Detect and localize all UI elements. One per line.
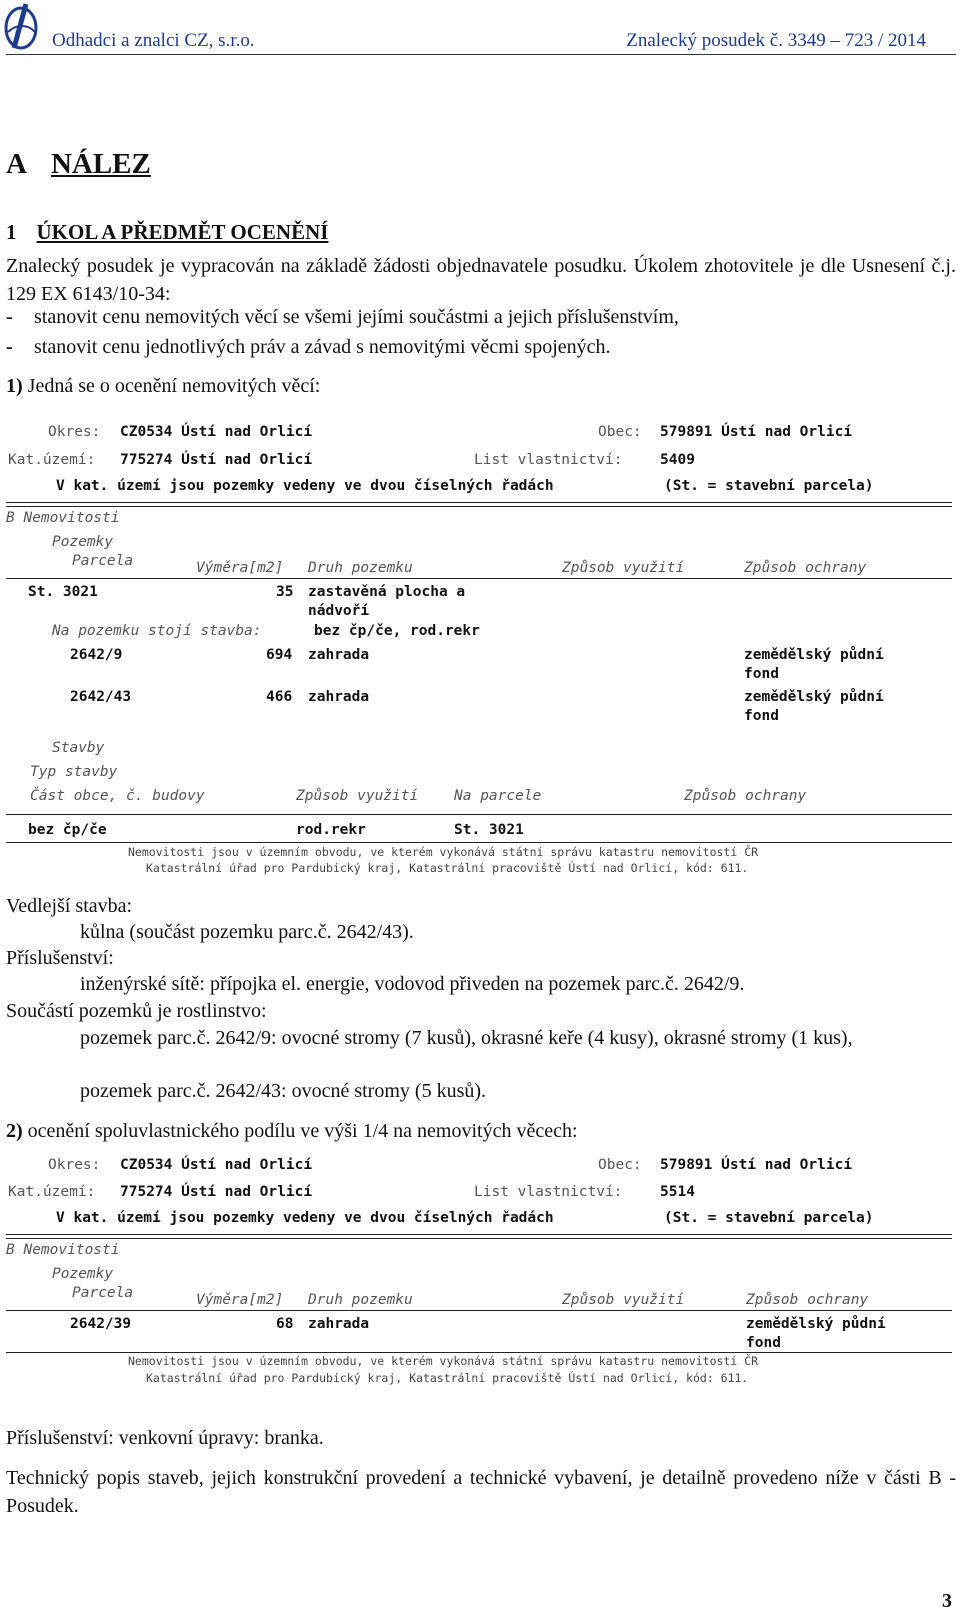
e2-header-rule [6,1310,952,1311]
item-1-text: Jedná se o ocenění nemovitých věcí: [22,375,321,397]
e1-stavba-label: Na pozemku stojí stavba: [52,623,262,639]
e1-lv-value: 5409 [660,452,695,468]
e1-col-ochrana: Způsob ochrany [744,560,867,576]
e1-col-druh: Druh pozemku [308,560,413,576]
e1-double-rule [6,502,952,507]
e1-col-vyuziti: Způsob využití [562,560,685,576]
e1-col-parcela: Parcela [72,553,134,569]
e1-col-ochrana-2: Způsob ochrany [684,788,807,804]
e2-obec-label: Obec: [598,1157,642,1173]
e1-s1-cast: bez čp/če [28,822,107,838]
e1-footer-line-2: Katastrální úřad pro Pardubický kraj, Katastrální pracoviště Ústí nad Orlicí, kód: 611. [146,861,749,875]
e2-footer-rule [6,1352,952,1353]
e1-st-note: (St. = stavební parcela) [664,478,874,494]
e1-stavby: Stavby [52,740,105,756]
e1-footer-line-1: Nemovitosti jsou v územním obvodu, ve kterém vykonává státní správu katastru nemovitostí ČR [128,845,759,859]
e1-lv-label: List vlastnictví: [474,452,623,468]
e1-pozemky: Pozemky [52,534,114,550]
e1-s1-vyuziti: rod.rekr [296,822,366,838]
section-a-title: NÁLEZ [50,148,151,180]
e2-col-vymera: Výměra[m2] [196,1292,284,1308]
e2-r1-ochrana-2: fond [746,1335,781,1351]
e1-r1-vymera: 35 [276,584,294,600]
section-1-heading [6,220,328,245]
item-2 [6,1117,956,1145]
soucasti-item-1: pozemek parc.č. 2642/9: ovocné stromy (7 kusů), okrasné keře (4 kusy), okrasné stromy (1 kus), [80,1027,853,1049]
e1-s1-parcela: St. 3021 [454,822,524,838]
header-report-number: Znalecký posudek č. 3349 – 723 / 2014 [626,30,926,51]
e2-footer-line-2: Katastrální úřad pro Pardubický kraj, Katastrální pracoviště Ústí nad Orlicí, kód: 611. [146,1371,749,1385]
prislusenstvi-2: Příslušenství: venkovní úpravy: branka. [6,1427,324,1449]
e2-b-section: B Nemovitosti [6,1242,120,1258]
e2-okres-label: Okres: [48,1157,101,1173]
e1-rady: V kat. území jsou pozemky vedeny ve dvou číselných řadách [56,478,554,494]
e1-okres-value: CZ0534 Ústí nad Orlicí [120,424,313,440]
header-company: Odhadci a znalci CZ, s.r.o. [52,30,255,51]
soucasti-label: Součástí pozemků je rostlinstvo: [6,1000,267,1022]
e1-col-vyuziti-2: Způsob využití [296,788,419,804]
section-a-heading [6,148,151,181]
e1-okres-label: Okres: [48,424,101,440]
e1-obec-label: Obec: [598,424,642,440]
e1-r2-parcela: 2642/9 [70,647,123,663]
e2-col-parcela: Parcela [72,1285,134,1301]
e1-r1-druh-2: nádvoří [308,603,370,619]
section-1-number: 1 [6,220,17,244]
e1-typ-stavby: Typ stavby [30,764,118,780]
e2-ku-label: Kat.území: [8,1184,96,1200]
e1-ku-label: Kat.území: [8,452,96,468]
e2-double-rule [6,1234,952,1239]
e1-r3-parcela: 2642/43 [70,689,132,705]
e1-header-rule [6,578,952,579]
item-2-number: 2) [6,1120,23,1142]
e1-ku-value: 775274 Ústí nad Orlicí [120,452,313,468]
section-a-letter: A [6,148,27,180]
page-number: 3 [942,1590,952,1612]
e1-r1-druh-1: zastavěná plocha a [308,584,466,600]
e1-r3-ochrana-2: fond [744,708,779,724]
e1-r3-vymera: 466 [266,689,293,705]
e2-r1-druh: zahrada [308,1316,370,1332]
vedlejsi-label: Vedlejší stavba: [6,895,133,917]
bullet-text: stanovit cenu nemovitých věcí se všemi jejími součástmi a jejich příslušenstvím, [34,306,679,328]
intro-paragraph: Znalecký posudek je vypracován na základě žádosti objednavatele posudku. Úkolem zhotovitele je dle Usnesení č.j. 129 EX 6143/10-34: [6,255,956,305]
e2-st-note: (St. = stavební parcela) [664,1210,874,1226]
e1-obec-value: 579891 Ústí nad Orlicí [660,424,853,440]
e2-r1-parcela: 2642/39 [70,1316,132,1332]
e1-r3-ochrana-1: zemědělský půdní [744,689,884,705]
e2-col-ochrana: Způsob ochrany [746,1292,869,1308]
e2-okres-value: CZ0534 Ústí nad Orlicí [120,1157,313,1173]
e2-col-vyuziti: Způsob využití [562,1292,685,1308]
company-logo-icon [4,2,38,50]
vedlejsi-value: kůlna (součást pozemku parc.č. 2642/43). [80,921,414,943]
header-divider [6,54,956,55]
e1-b-section: B Nemovitosti [6,510,120,526]
e2-obec-value: 579891 Ústí nad Orlicí [660,1157,853,1173]
e1-col-vymera: Výměra[m2] [196,560,284,576]
prislusenstvi-label: Příslušenství: [6,947,114,969]
e1-r2-druh: zahrada [308,647,370,663]
e1-r2-ochrana-2: fond [744,666,779,682]
e1-r2-vymera: 694 [266,647,293,663]
bullet-item: - stanovit cenu nemovitých věcí se všemi jejími součástmi a jejich příslušenstvím, [6,306,679,328]
e1-r3-druh: zahrada [308,689,370,705]
e2-lv-label: List vlastnictví: [474,1184,623,1200]
e1-footer-rule [6,842,952,843]
e2-ku-value: 775274 Ústí nad Orlicí [120,1184,313,1200]
soucasti-item-2: pozemek parc.č. 2642/43: ovocné stromy (5 kusů). [80,1080,487,1102]
item-1 [6,372,956,400]
e2-r1-ochrana-1: zemědělský půdní [746,1316,886,1332]
e1-col-na-parcele: Na parcele [454,788,542,804]
e1-stavba-value: bez čp/če, rod.rekr [314,623,480,639]
e2-rady: V kat. území jsou pozemky vedeny ve dvou číselných řadách [56,1210,554,1226]
e2-lv-value: 5514 [660,1184,695,1200]
e1-r2-ochrana-1: zemědělský půdní [744,647,884,663]
e2-r1-vymera: 68 [276,1316,294,1332]
e1-col-cast: Část obce, č. budovy [30,788,205,804]
bullet-text: stanovit cenu jednotlivých práv a závad s nemovitými věcmi spojených. [34,336,611,358]
item-1-number: 1) [6,375,23,397]
prislusenstvi-value: inženýrské sítě: přípojka el. energie, vodovod přiveden na pozemek parc.č. 2642/9. [80,973,745,995]
e1-r1-parcela: St. 3021 [28,584,98,600]
technical-description: Technický popis staveb, jejich konstrukční provedení a technické vybavení, je detailně provedeno níže v části B - Posudek. [6,1467,956,1517]
item-2-text: ocenění spoluvlastnického podílu ve výši 1/4 na nemovitých věcech: [22,1120,578,1142]
section-1-title: ÚKOL A PŘEDMĚT OCENĚNÍ [36,220,329,244]
e2-col-druh: Druh pozemku [308,1292,413,1308]
e2-footer-line-1: Nemovitosti jsou v územním obvodu, ve kterém vykonává státní správu katastru nemovitostí ČR [128,1354,759,1368]
e1-stavby-rule [6,814,952,815]
e2-pozemky: Pozemky [52,1266,114,1282]
bullet-item: - stanovit cenu jednotlivých práv a závad s nemovitými věcmi spojených. [6,336,611,358]
